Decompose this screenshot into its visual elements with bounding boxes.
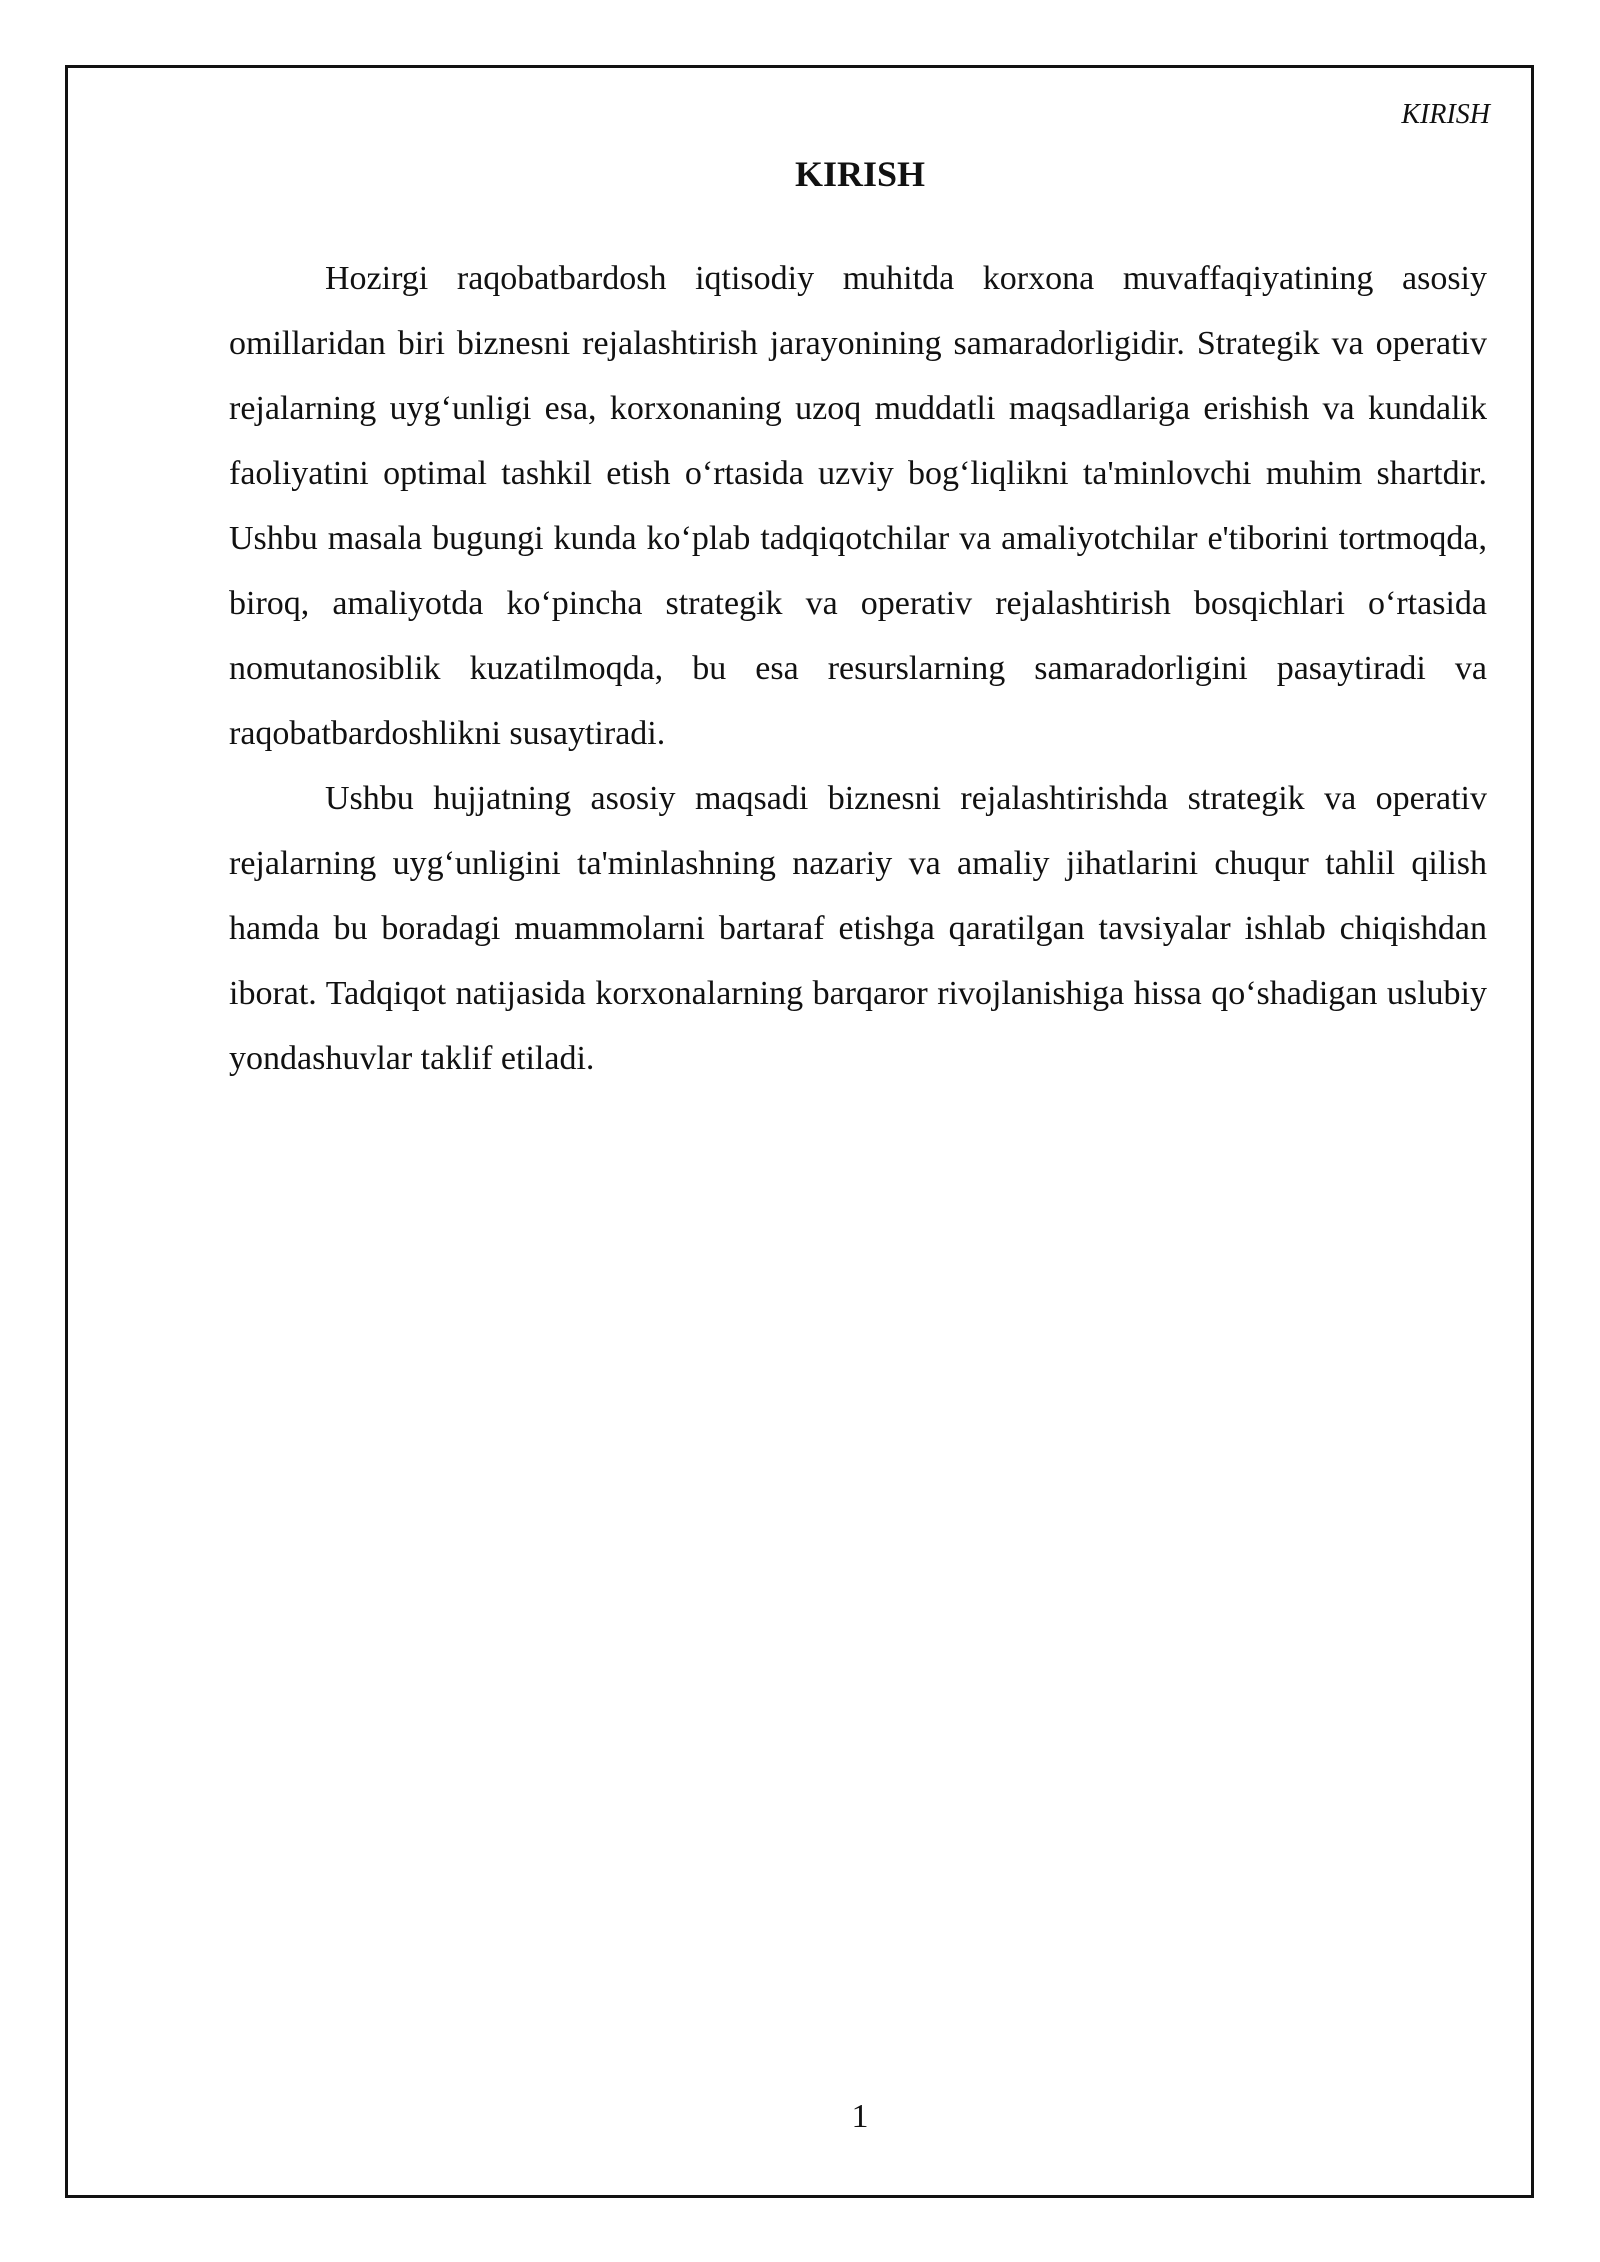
paragraph-introduction-context: Hozirgi raqobatbardosh iqtisodiy muhitda korxona muvaffaqiyatining asosiy omillaridan biri biznesni rejalashtirish jarayonining samaradorligidir. Strategik va operativ rejalarning uyg‘unligi esa, korxonaning uzoq muddatli maqsadlariga erishish va kundalik faoliyatini optimal tashkil etish o‘rtasida uzviy bog‘liqlikni ta'minlovchi muhim shartdir. Ushbu masala bugungi kunda ko‘plab tadqiqotchilar va amaliyotchilar e'tiborini tortmoqda, biroq, amaliyotda ko‘pincha strategik va operativ rejalashtirish bosqichlari o‘rtasida nomutanosiblik kuzatilmoqda, bu esa resurslarning samaradorligini pasaytiradi va raqobatbardoshlikni susaytiradi.: [229, 260, 1487, 752]
running-header: KIRISH: [1401, 99, 1490, 130]
section-title: KIRISH: [794, 154, 926, 194]
paragraph-document-purpose: Ushbu hujjatning asosiy maqsadi biznesni rejalashtirishda strategik va operativ rejalarning uyg‘unligini ta'minlashning nazariy va amaliy jihatlarini chuqur tahlil qilish hamda bu boradagi muammolarni bartaraf etishga qaratilgan tavsiyalar ishlab chiqishdan iborat. Tadqiqot natijasida korxonalarning barqaror rivojlanishiga hissa qo‘shadigan uslubiy yondashuvlar taklif etiladi.: [229, 780, 1487, 1077]
body-text: [229, 246, 1487, 1091]
page-number: 1: [851, 2098, 869, 2135]
